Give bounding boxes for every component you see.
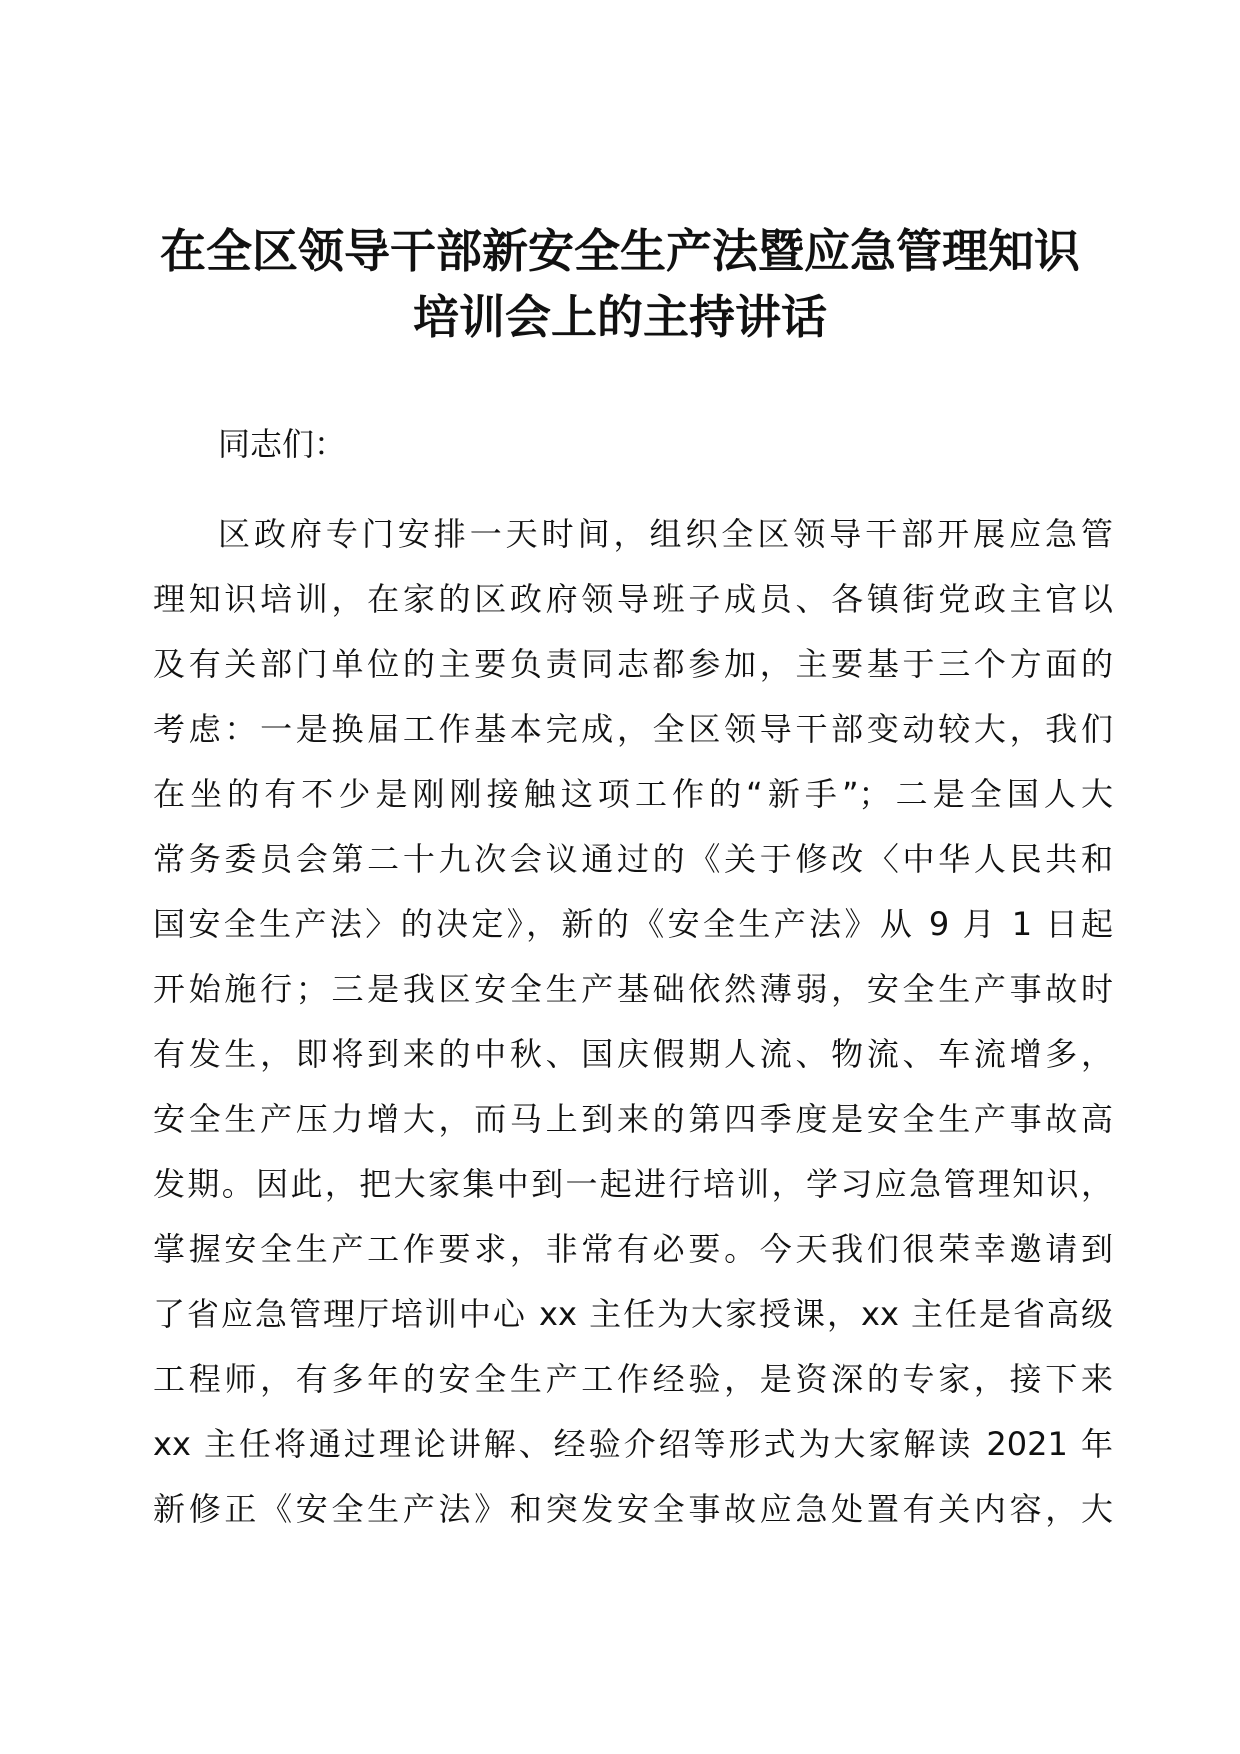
- paragraph-line: 新修正《安全生产法》和突发安全事故应急处置有关内容，大: [153, 1490, 1113, 1528]
- paragraph-line: 发期。因此，把大家集中到一起进行培训，学习应急管理知识，: [153, 1165, 1113, 1203]
- paragraph-line: 考虑：一是换届工作基本完成，全区领导干部变动较大，我们: [153, 710, 1113, 748]
- body-paragraph: [153, 502, 1113, 1542]
- paragraph-line: 安全生产压力增大，而马上到来的第四季度是安全生产事故高: [153, 1100, 1113, 1138]
- document-title: [130, 218, 1110, 350]
- paragraph-line: 在坐的有不少是刚刚接触这项工作的“新手”；二是全国人大: [153, 775, 1113, 813]
- paragraph-line: 常务委员会第二十九次会议通过的《关于修改〈中华人民共和: [153, 840, 1113, 878]
- paragraph-line: 掌握安全生产工作要求，非常有必要。今天我们很荣幸邀请到: [153, 1230, 1113, 1268]
- paragraph-line: 开始施行；三是我区安全生产基础依然薄弱，安全生产事故时: [153, 970, 1113, 1008]
- title-line-2: 培训会上的主持讲话: [413, 290, 827, 344]
- paragraph-line: 了省应急管理厅培训中心 xx 主任为大家授课，xx 主任是省高级: [153, 1295, 1113, 1333]
- paragraph-line: 工程师，有多年的安全生产工作经验，是资深的专家，接下来: [153, 1360, 1113, 1398]
- salutation: 同志们：: [218, 425, 347, 463]
- paragraph-line: xx 主任将通过理论讲解、经验介绍等形式为大家解读 2021 年: [153, 1425, 1113, 1463]
- paragraph-line: 有发生，即将到来的中秋、国庆假期人流、物流、车流增多，: [153, 1035, 1113, 1073]
- paragraph-line: 国安全生产法〉的决定》，新的《安全生产法》从 9 月 1 日起: [153, 905, 1113, 943]
- title-line-1: 在全区领导干部新安全生产法暨应急管理知识: [160, 224, 1080, 278]
- paragraph-line: 及有关部门单位的主要负责同志都参加，主要基于三个方面的: [153, 645, 1113, 683]
- paragraph-line: 区政府专门安排一天时间，组织全区领导干部开展应急管: [218, 515, 1113, 553]
- paragraph-line: 理知识培训，在家的区政府领导班子成员、各镇街党政主官以: [153, 580, 1113, 618]
